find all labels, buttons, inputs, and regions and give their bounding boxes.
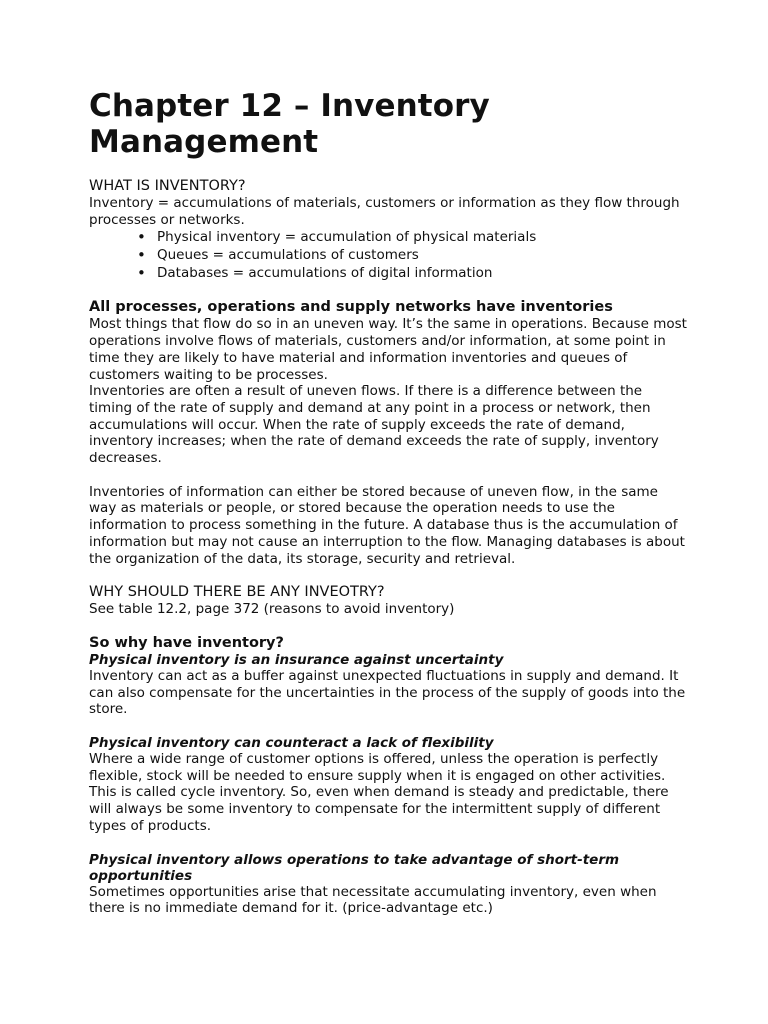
list-item: • Databases = accumulations of digital information — [137, 264, 689, 282]
paragraph-flexibility: Where a wide range of customer options is offered, unless the operation is perfectly flexible, stock will be needed to ensure supply when it is engaged on other activities. This is called cycle inventory. So, even when demand is steady and predictable, there will always be some inventory to compensate for the intermittent supply of different types of products. — [89, 751, 669, 834]
section-why-inventory — [89, 584, 689, 618]
subheading-flexibility: Physical inventory can counteract a lack of flexibility — [89, 735, 494, 752]
paragraph-inventory-result: Inventories are often a result of uneven flows. If there is a difference between the timing of the rate of supply and demand at any point in a process or network, then accumulations will occur. When the rate of supply exceeds the rate of demand, inventory increases; when the rate of demand exceeds the rate of supply, inventory decreases. — [89, 383, 659, 467]
list-item: • Physical inventory = accumulation of physical materials — [137, 228, 689, 246]
section-so-why — [89, 635, 689, 917]
heading-why-inventory: WHY SHOULD THERE BE ANY INVEOTRY? — [89, 584, 385, 601]
document-page — [89, 88, 689, 917]
section-what-is-inventory — [89, 178, 689, 282]
page-title-line-2: Management — [89, 124, 319, 160]
heading-what-is-inventory: WHAT IS INVENTORY? — [89, 178, 246, 194]
heading-all-processes: All processes, operations and supply networks have inventories — [89, 299, 613, 316]
page-title — [89, 88, 689, 160]
list-item: • Queues = accumulations of customers — [137, 246, 689, 264]
inventory-types-list — [89, 228, 689, 282]
paragraph-opportunities: Sometimes opportunities arise that necessitate accumulating inventory, even when there is no immediate demand for it. (price-advantage etc.) — [89, 883, 657, 917]
inventory-definition: Inventory = accumulations of materials, customers or information as they flow through processes or networks. — [89, 195, 680, 228]
paragraph-see-table: See table 12.2, page 372 (reasons to avoid inventory) — [89, 601, 455, 618]
subheading-uncertainty: Physical inventory is an insurance against uncertainty — [89, 651, 504, 668]
paragraph-uneven-flow: Most things that flow do so in an uneven way. It’s the same in operations. Because most operations involve flows of materials, customers and/or information, at some point in time they are likely to have material and information inventories and queues of customers waiting to be processes. — [89, 316, 687, 383]
section-all-processes — [89, 299, 689, 567]
paragraph-information-inventory: Inventories of information can either be stored because of uneven flow, in the same way as materials or people, or stored because the operation needs to use the information to process something in the future. A database thus is the accumulation of information but may not cause an interruption to the flow. Managing databases is about the organization of the data, its storage, security and retrieval. — [89, 483, 685, 567]
paragraph-uncertainty: Inventory can act as a buffer against unexpected fluctuations in supply and demand. It can also compensate for the uncertainties in the process of the supply of goods into the store. — [89, 667, 686, 718]
heading-so-why: So why have inventory? — [89, 634, 284, 651]
page-title-line-1: Chapter 12 – Inventory — [89, 88, 490, 124]
subheading-opportunities: Physical inventory allows operations to take advantage of short-term opportunities — [89, 851, 620, 884]
